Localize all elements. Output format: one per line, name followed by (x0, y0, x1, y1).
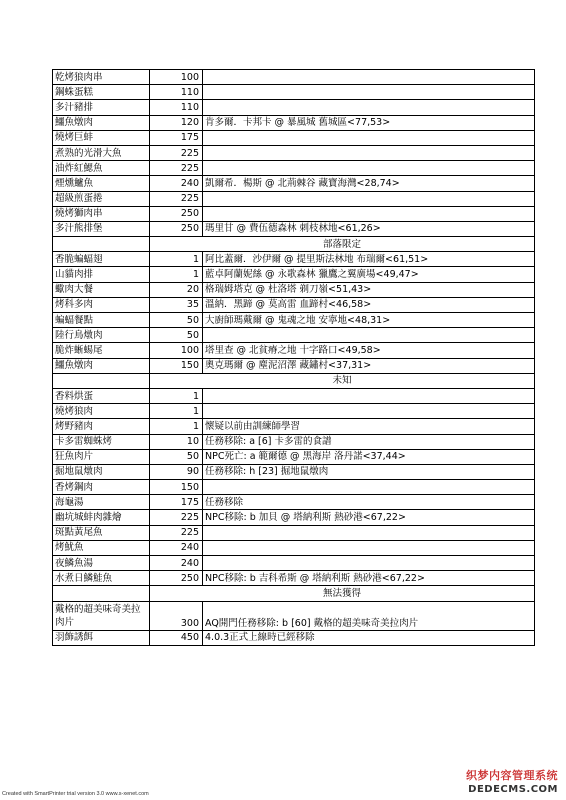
skill-level: 175 (150, 130, 203, 145)
source-note: 格瑞姆塔克 @ 杜洛塔 剃刀嶺<51,43> (203, 282, 535, 297)
table-row (53, 328, 535, 343)
source-note (203, 130, 535, 145)
source-note: NPC移除: b 吉科希斯 @ 塔納利斯 熱砂港<67,22> (203, 571, 535, 586)
table-row (53, 161, 535, 176)
table-row (53, 358, 535, 373)
skill-level: 50 (150, 449, 203, 464)
watermark-title: 织梦内容管理系统 (466, 769, 558, 782)
section-title: 未知 (150, 373, 535, 388)
source-note (203, 145, 535, 160)
source-note (203, 540, 535, 555)
source-note: 4.0.3正式上線時已經移除 (203, 630, 535, 645)
table-row (53, 130, 535, 145)
table-row (53, 145, 535, 160)
source-note (203, 388, 535, 403)
skill-level: 1 (150, 419, 203, 434)
table-row (53, 221, 535, 236)
source-note: 凱爾希．楊斯 @ 北荊棘谷 藏寶海灣<28,74> (203, 176, 535, 191)
table-row (53, 85, 535, 100)
source-note (203, 161, 535, 176)
table-row (53, 70, 535, 85)
section-header-row (53, 237, 535, 252)
source-note: 任務移除: a [6] 卡多雷的食譜 (203, 434, 535, 449)
table-row (53, 206, 535, 221)
recipe-name: 卡多雷蜘蛛烤 (53, 434, 150, 449)
source-note: 懷疑以前由訓練師學習 (203, 419, 535, 434)
source-note: 任務移除: h [23] 掘地鼠燉肉 (203, 464, 535, 479)
table-row (53, 252, 535, 267)
recipe-name: 鱷魚燉肉 (53, 115, 150, 130)
skill-level: 250 (150, 221, 203, 236)
source-note: 任務移除 (203, 495, 535, 510)
table-row (53, 191, 535, 206)
source-note: NPC移除: b 加貝 @ 塔納利斯 熱砂港<67,22> (203, 510, 535, 525)
skill-level: 150 (150, 358, 203, 373)
skill-level: 240 (150, 176, 203, 191)
recipe-name: 斑點黃尾魚 (53, 525, 150, 540)
source-note: 奧克瑪爾 @ 塵泥沼澤 藏鏽村<37,31> (203, 358, 535, 373)
recipe-name: 蝙蝠餐點 (53, 313, 150, 328)
table-row (53, 601, 535, 630)
source-note (203, 100, 535, 115)
watermark (466, 767, 558, 795)
table-row (53, 313, 535, 328)
skill-level: 225 (150, 525, 203, 540)
recipe-name: 鋼蛛蛋糕 (53, 85, 150, 100)
recipe-name: 羽飾誘餌 (53, 630, 150, 645)
recipe-name: 幽坑城蚌肉雜燴 (53, 510, 150, 525)
table-row (53, 630, 535, 645)
table-row (53, 510, 535, 525)
source-note: 溫納．黑蹄 @ 莫高雷 血蹄村<46,58> (203, 297, 535, 312)
table-row (53, 571, 535, 586)
table-row (53, 282, 535, 297)
table-row (53, 525, 535, 540)
table-row (53, 540, 535, 555)
source-note (203, 556, 535, 571)
section-header-row (53, 373, 535, 388)
table-row (53, 388, 535, 403)
skill-level: 20 (150, 282, 203, 297)
recipe-name: 多汁豬排 (53, 100, 150, 115)
section-header-row (53, 586, 535, 601)
table-row (53, 449, 535, 464)
skill-level: 50 (150, 328, 203, 343)
recipe-name: 香脆蝙蝠翅 (53, 252, 150, 267)
section-spacer (53, 373, 150, 388)
source-note (203, 525, 535, 540)
table-row (53, 434, 535, 449)
section-spacer (53, 237, 150, 252)
recipe-name: 脆炸蜥蜴尾 (53, 343, 150, 358)
recipe-name: 鱷魚燉肉 (53, 358, 150, 373)
recipe-name: 超級煎蛋捲 (53, 191, 150, 206)
skill-level: 225 (150, 510, 203, 525)
recipe-name: 烤野豬肉 (53, 419, 150, 434)
source-note (203, 70, 535, 85)
table-row (53, 267, 535, 282)
table-row (53, 495, 535, 510)
recipe-name: 香烤鋼肉 (53, 480, 150, 495)
recipe-name: 油炸紅鰓魚 (53, 161, 150, 176)
source-note: NPC死亡: a 範爾德 @ 黑海岸 洛丹諾<37,44> (203, 449, 535, 464)
table-row (53, 464, 535, 479)
recipe-name: 燒烤巨蚌 (53, 130, 150, 145)
skill-level: 50 (150, 313, 203, 328)
skill-level: 225 (150, 161, 203, 176)
skill-level: 240 (150, 556, 203, 571)
recipe-name: 烤科多肉 (53, 297, 150, 312)
skill-level: 110 (150, 100, 203, 115)
source-note (203, 404, 535, 419)
table-row (53, 404, 535, 419)
table-row (53, 480, 535, 495)
source-note: 阿比蓋爾．沙伊爾 @ 提里斯法林地 布瑞爾<61,51> (203, 252, 535, 267)
recipe-name: 狂魚肉片 (53, 449, 150, 464)
source-note: 藍卓阿蘭妮絲 @ 永歌森林 獵鷹之翼廣場<49,47> (203, 267, 535, 282)
skill-level: 175 (150, 495, 203, 510)
recipe-name: 海龜湯 (53, 495, 150, 510)
source-note: 大廚師瑪戴爾 @ 鬼魂之地 安寧地<48,31> (203, 313, 535, 328)
skill-level: 35 (150, 297, 203, 312)
section-title: 無法獲得 (150, 586, 535, 601)
source-note: AQ開門任務移除: b [60] 戴格的超美味奇美拉肉片 (203, 601, 535, 630)
table-row (53, 556, 535, 571)
skill-level: 250 (150, 571, 203, 586)
section-spacer (53, 586, 150, 601)
watermark-domain: DEDECMS.COM (468, 784, 558, 795)
recipe-name: 掘地鼠燉肉 (53, 464, 150, 479)
recipe-name: 煙燻鱸魚 (53, 176, 150, 191)
source-note (203, 480, 535, 495)
recipe-name: 多汁熊排堡 (53, 221, 150, 236)
skill-level: 240 (150, 540, 203, 555)
table-row (53, 343, 535, 358)
skill-level: 1 (150, 252, 203, 267)
skill-level: 150 (150, 480, 203, 495)
skill-level: 100 (150, 70, 203, 85)
skill-level: 450 (150, 630, 203, 645)
recipe-name: 乾烤狼肉串 (53, 70, 150, 85)
table-row (53, 176, 535, 191)
recipe-table-body (53, 70, 535, 646)
source-note: 塔里查 @ 北貧瘠之地 十字路口<49,58> (203, 343, 535, 358)
table-row (53, 115, 535, 130)
table-row (53, 297, 535, 312)
skill-level: 110 (150, 85, 203, 100)
recipe-table (52, 69, 535, 646)
source-note (203, 85, 535, 100)
recipe-name: 燒烤狼肉 (53, 404, 150, 419)
recipe-name: 山貓肉排 (53, 267, 150, 282)
recipe-name: 水煮日鱗鮭魚 (53, 571, 150, 586)
source-note: 瑪里甘 @ 費伍德森林 刺枝林地<61,26> (203, 221, 535, 236)
recipe-name: 戴格的超美味奇美拉肉片 (53, 601, 150, 630)
skill-level: 1 (150, 404, 203, 419)
source-note (203, 328, 535, 343)
source-note (203, 206, 535, 221)
recipe-name: 香料烘蛋 (53, 388, 150, 403)
creator-footer: Created with SmartPrinter trial version 3.0 www.s-xenet.com (2, 791, 149, 797)
skill-level: 10 (150, 434, 203, 449)
skill-level: 90 (150, 464, 203, 479)
recipe-name: 燒烤獅肉串 (53, 206, 150, 221)
recipe-name: 烤魷魚 (53, 540, 150, 555)
table-row (53, 100, 535, 115)
skill-level: 1 (150, 267, 203, 282)
source-note: 肯多爾．卡邦卡 @ 暴風城 舊城區<77,53> (203, 115, 535, 130)
recipe-name: 陸行鳥燉肉 (53, 328, 150, 343)
skill-level: 225 (150, 191, 203, 206)
table-row (53, 419, 535, 434)
skill-level: 300 (150, 601, 203, 630)
skill-level: 225 (150, 145, 203, 160)
recipe-name: 煮熟的光滑大魚 (53, 145, 150, 160)
skill-level: 120 (150, 115, 203, 130)
section-title: 部落限定 (150, 237, 535, 252)
source-note (203, 191, 535, 206)
skill-level: 250 (150, 206, 203, 221)
skill-level: 1 (150, 388, 203, 403)
skill-level: 100 (150, 343, 203, 358)
recipe-name: 夜鱗魚湯 (53, 556, 150, 571)
recipe-name: 蠍肉大餐 (53, 282, 150, 297)
